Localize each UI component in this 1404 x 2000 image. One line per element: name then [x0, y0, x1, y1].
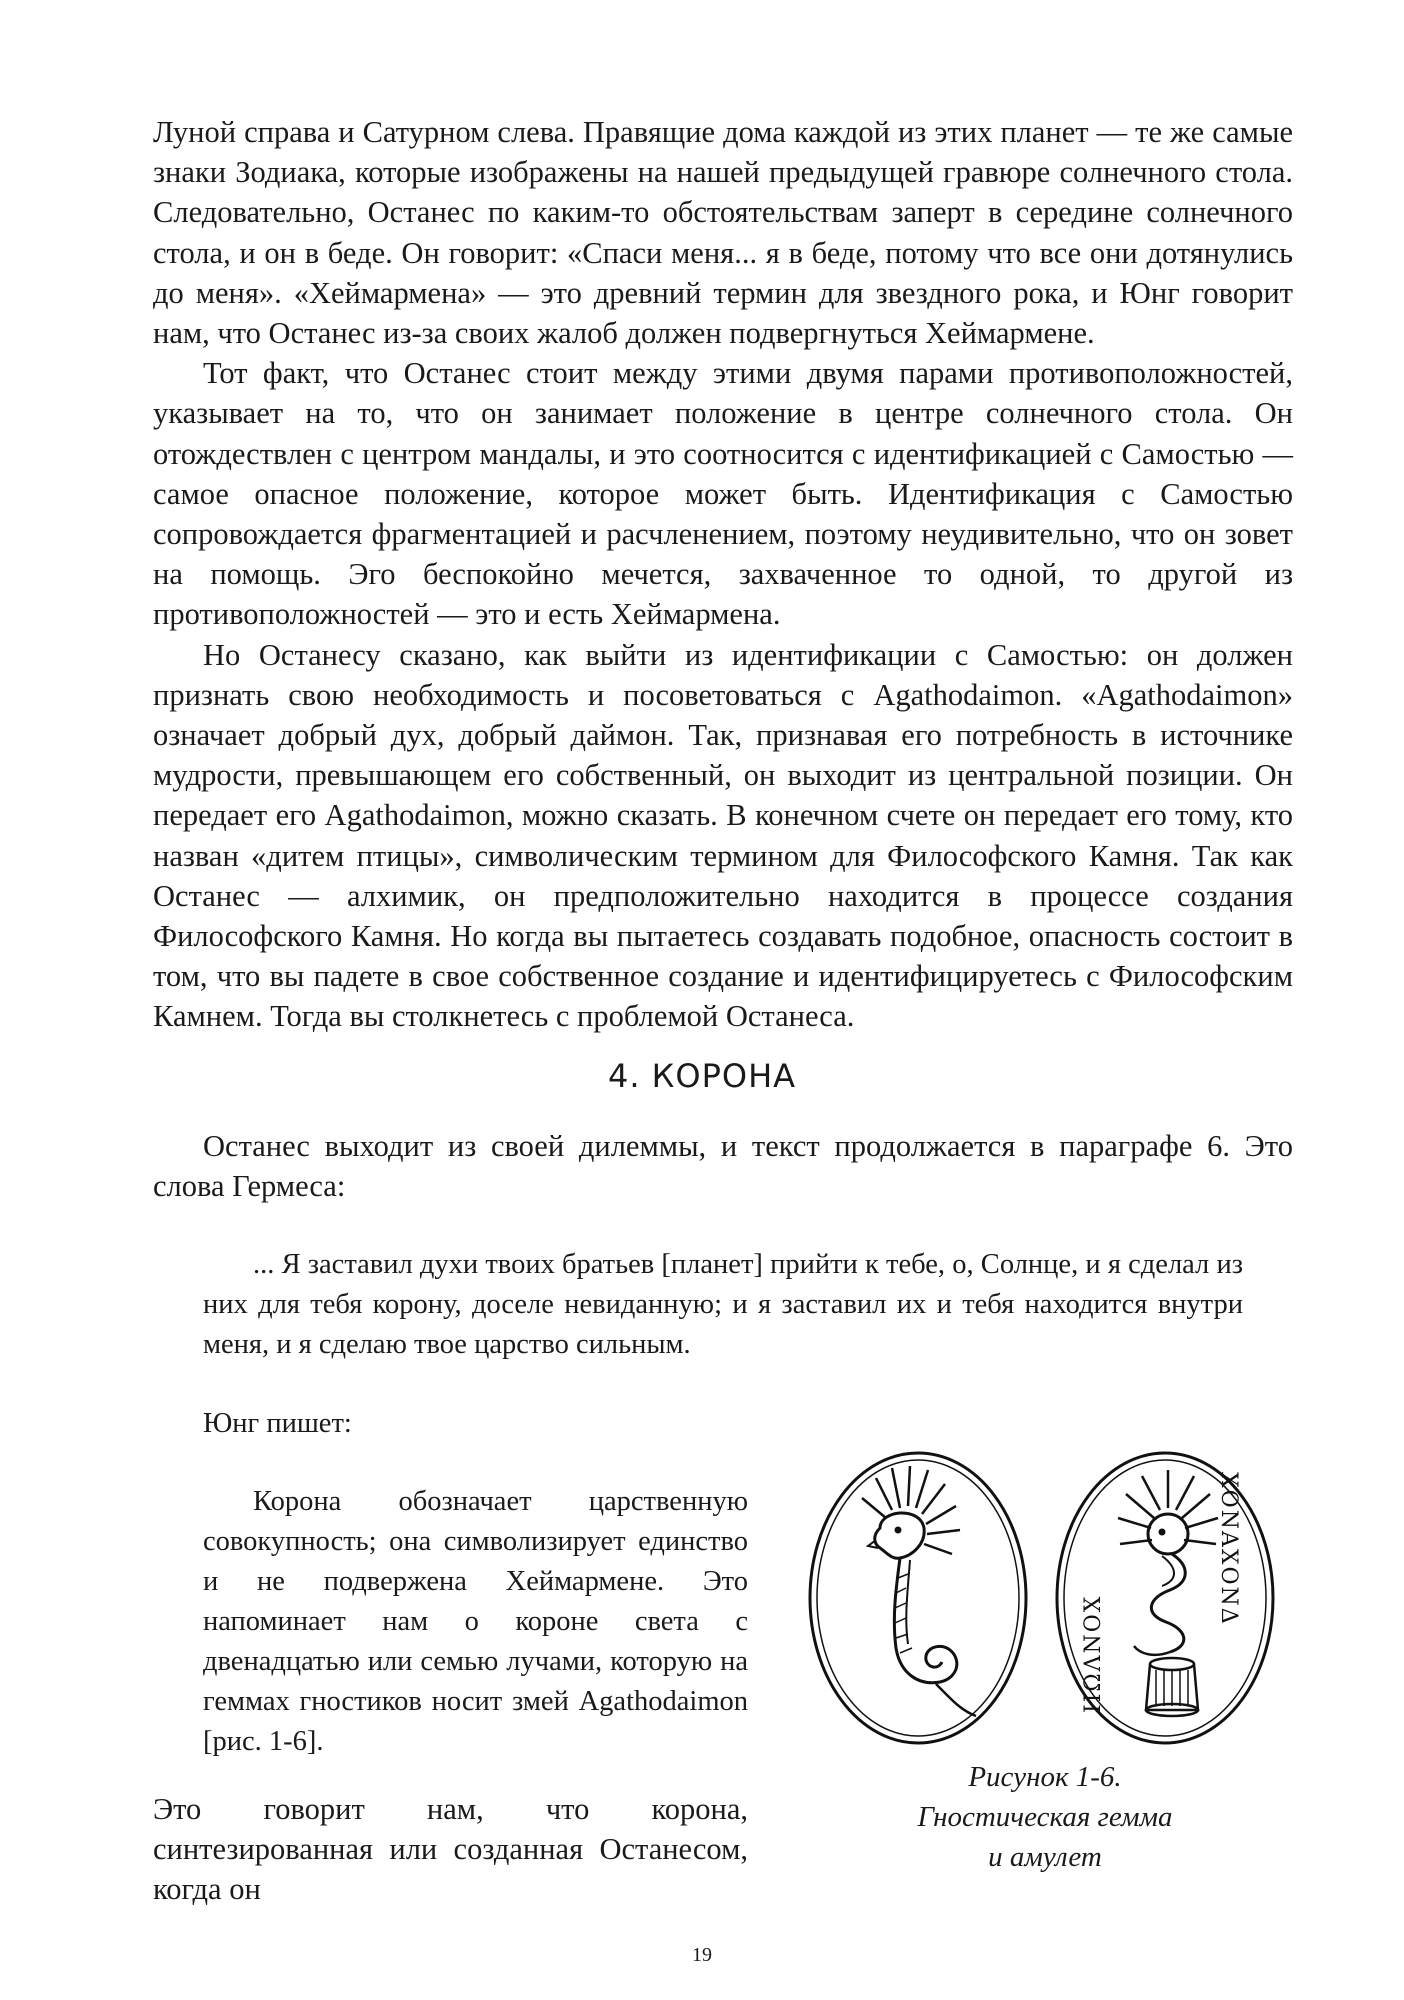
intro-text: Останес выходит из своей дилеммы, и текст продолжается в параграфе 6. Это слова Гермеса: — [153, 1129, 1293, 1204]
jung-writes: Юнг пишет: — [203, 1408, 352, 1439]
hermes-quote-text: ... Я заставил духи твоих братьев [планет] прийти к тебе, о, Солнце, и я сделал из них для тебя корону, доселе невиданную; и я заставил их и тебя находится внутри меня, и я сделаю твое царство сильным. — [203, 1249, 1243, 1360]
crowned-serpent-icon — [1118, 1470, 1218, 1716]
body-text — [153, 112, 1293, 1037]
caption-line-2: Гностическая гемма — [917, 1801, 1173, 1833]
gnostic-gem-figure — [800, 1448, 1285, 1748]
paragraph-1: Луной справа и Сатурном слева. Правящие дома каждой из этих планет — те же самые знаки Зодиака, которые изображены на нашей предыдущей гравюре солнечного стола. Следовательно, Останес по каким-то обстоятельствам заперт в середине солнечного стола, и он в беде. Он говорит: «Спаси меня... я в беде, потому что все они дотянулись до меня». «Хеймармена» — это древний термин для звездного рока, и Юнг говорит нам, что Останес из-за своих жалоб должен подвергнуться Хеймармене. — [153, 115, 1293, 351]
right-gem — [1057, 1453, 1273, 1743]
paragraph-2: Тот факт, что Останес стоит между этими двумя парами противоположностей, указывает на то, что он занимает положение в центре солнечного стола. Он отождествлен с центром мандалы, и это соотносится с идентификацией с Самостью — самое опасное положение, которое может быть. Идентификация с Самостью сопровождается фрагментацией и расчленением, поэтому неудивительно, что он зовет на помощь. Эго беспокойно мечется, захваченное то одной, то другой из противоположностей — это и есть Хеймармена. — [153, 356, 1293, 632]
last-paragraph-text: Это говорит нам, что корона, синтезированная или созданная Останесом, когда он — [153, 1792, 748, 1907]
jung-quote — [203, 1482, 748, 1762]
right-gem-inscription-right: ΧΟΝΑΧΟΝΔ — [1216, 1472, 1241, 1626]
right-gem-inscription-left: ΙΙΩΛΝΟΧ — [1081, 1594, 1106, 1713]
left-gem — [810, 1453, 1026, 1743]
caption-line-3: и амулет — [988, 1841, 1102, 1873]
section-title: 4. КОРОНА — [607, 1057, 797, 1095]
jung-quote-text: Корона обозначает царственную совокупность; она символизирует единство и не подвержена Хеймармене. Это напоминает нам о короне света с двенадцатью или семью лучами, которую на геммах гностиков носит змей Agathodaimon [рис. 1-6]. — [203, 1486, 748, 1757]
page-number: 19 — [692, 1944, 712, 1966]
caption-line-1: Рисунок 1-6. — [968, 1761, 1122, 1793]
figure-caption — [790, 1757, 1300, 1877]
paragraph-3: Но Останесу сказано, как выйти из идентификации с Самостью: он должен признать свою необходимость и посоветоваться с Agathodaimon. «Agathodaimon» означает добрый дух, добрый даймон. Так, признавая его потребность в источнике мудрости, превышающем его собственный, он выходит из центральной позиции. Он передает его Agathodaimon, можно сказать. В конечном счете он передает его тому, кто назван «дитем птицы», символическим термином для Философского Камня. Так как Останес — алхимик, он предположительно находится в процессе создания Философского Камня. Но когда вы пытаетесь создавать подобное, опасность состоит в том, что вы падете в свое собственное создание и идентифицируетесь с Философским Камнем. Тогда вы столкнетесь с проблемой Останеса. — [153, 637, 1293, 1034]
last-paragraph — [153, 1789, 748, 1910]
hermes-quote — [203, 1245, 1243, 1365]
lion-serpent-icon — [862, 1466, 976, 1716]
intro-paragraph — [153, 1126, 1293, 1206]
